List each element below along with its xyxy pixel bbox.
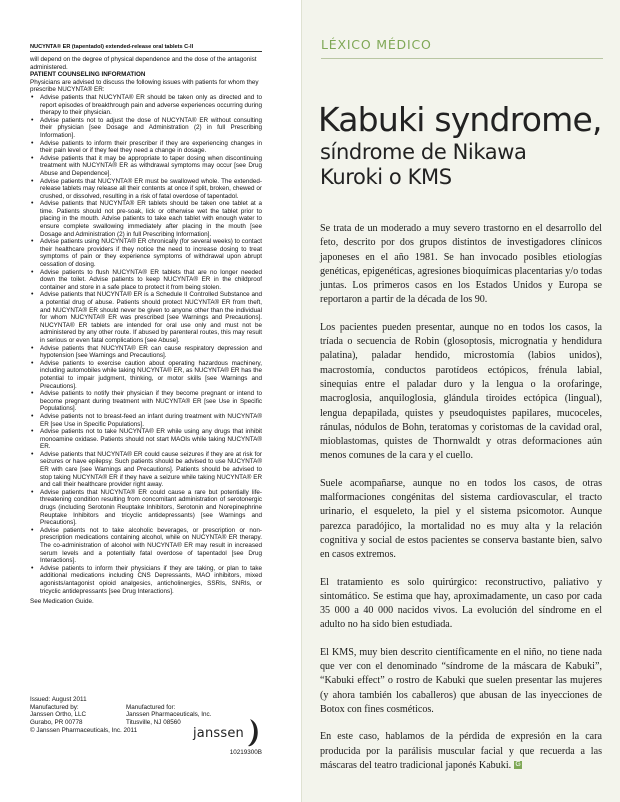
pi-bullet-item: • Advise patients not to breast-feed an infant during treatment with NUCYNTA® ER [see Use in Specific Populations].	[40, 413, 262, 428]
article-body	[320, 222, 602, 786]
article-title: Kabuki syndrome,	[318, 100, 602, 139]
pi-issued: Issued: August 2011	[30, 696, 87, 703]
manufactured-for-label: Manufactured for:	[126, 703, 176, 711]
article-paragraph-text: En este caso, hablamos de la pérdida de expresión en la cara producida por la parálisis muscular facial y que recuerda a las máscaras del teatro tradicional japonés Kabuki.	[320, 731, 602, 771]
subtitle-line: síndrome de Nikawa	[320, 140, 527, 164]
pi-header: NUCYNTA® ER (tapentadol) extended-release oral tablets C-II	[30, 44, 262, 52]
pi-bullet-item: • Advise patients that NUCYNTA® ER tablets should be taken one tablet at a time. Patients should not pre-soak, lick or otherwise wet the tablet prior to placing in the mouth. Advise patients to take each tablet with enough water to ensure complete swallowing immediately after placing in the mouth [see Dosage and Administration (2) in full Prescribing Information].	[40, 200, 262, 238]
pi-bullet-item: • Advise patients to flush NUCYNTA® ER tablets that are no longer needed down the toilet. Advise patients to keep NUCYNTA® ER in the childproof container and store in a safe place to protect it from being stolen.	[40, 269, 262, 292]
kicker-divider	[321, 58, 603, 59]
pi-intro: will depend on the degree of physical dependence and the dose of the antagonist administered.	[30, 56, 257, 71]
manufactured-by-line: Gurabo, PR 00778	[30, 718, 83, 726]
pi-bullet-item: • Advise patients that NUCYNTA® ER could cause a rare but potentially life-threatening condition resulting from concomitant administration of serotonergic drugs (including Serotonin Reuptake Inhibitors, Serotonin and Norepinephrine Reuptake Inhibitors and tricyclic antidepressants) [see Warnings and Precautions].	[40, 489, 262, 527]
article-paragraph: Se trata de un moderado a muy severo trastorno en el desarrollo del feto, descrito por dos grupos distintos de investigadores clínicos japoneses en el año 1981. Se han invocado posibles etiologías genéticas, epigenéticas, agresiones bioquímicas placentarias y/o todas juntas. Los primeros casos en los Estados Unidos y Europa se reportaron a partir de la década de los 90.	[320, 223, 602, 306]
article-paragraph: Los pacientes pueden presentar, aunque no en todos los casos, la tríada o secuencia de Robin (glosoptosis, micrognatia y hendidura palatina), paladar hendido, microstomía (labios unidos), macrostomía, conductos parotídeos ectópicos, frénula labial, sinequias entre el paladar duro y la lengua o la orofaringe, macroglosia, anquiloglosia, glándula tiroides ectópica (lingual), lengua depapilada, quistes y pseudoquistes papilares, mucoceles, ránulas, nódulos de Bohn, teratomas y coristomas de la cavidad oral, mioblastomas, quistes de Thornwaldt y otras deformaciones aún menos comunes de la cara y el cuello.	[320, 321, 602, 462]
manufactured-for-line: Janssen Pharmaceuticals, Inc.	[126, 711, 212, 718]
article-subtitle	[320, 140, 610, 190]
pi-bullet-list	[30, 94, 262, 595]
pi-bullet-item: • Advise patients not to take alcoholic beverages, or prescription or non-prescription medications containing alcohol, while on NUCYNTA® ER therapy. The co-administration of alcohol with NUCYNTA® ER may result in increased serum levels and a potentially fatal overdose of tapentadol [see Drug Interactions].	[40, 527, 262, 565]
pi-bullet-item: • Advise patients to inform their physicians if they are taking, or plan to take additional medications including CNS Depressants, MAO inhibitors, mixed agonists/antagonist opioid analgesics, anticholinergics, SSRIs, SNRIs, or tricyclic antidepressants [see Drug Interactions].	[40, 565, 262, 595]
pi-section-title: PATIENT COUNSELING INFORMATION	[30, 71, 146, 79]
pi-bullet-item: • Advise patients that NUCYNTA® ER is a Schedule II Controlled Substance and a potential drug of abuse. Patients should protect NUCYNTA® ER from theft, and NUCYNTA® ER should never be given to anyone other than the individual for whom NUCYNTA® ER was prescribed [see Warnings and Precautions]. NUCYNTA® ER tablets are intended for oral use only and must not be administered by any other route. If abused by parenteral routes, this may result in serious or even fatal complications [see Abuse].	[40, 291, 262, 344]
manufactured-by-line: Janssen Ortho, LLC	[30, 711, 87, 718]
article-paragraph-last	[320, 730, 602, 773]
manufactured-for-line: Titusville, NJ 08560	[126, 718, 181, 726]
janssen-logo-text: janssen	[193, 725, 245, 741]
article-paragraph: Suele acompañarse, aunque no en todos los casos, de otras malformaciones congénitas del sistema cardiovascular, el tracto urinario, el esqueleto, la piel y el sistema psicomotor. Aunque parezca paradójico, la mortalidad no es muy alta y la relación cognitiva y social de estos pacientes se conserva bastante bien, salvo en casos extremos.	[320, 477, 602, 561]
article-paragraph: El tratamiento es solo quirúrgico: reconstructivo, paliativo y sintomático. Se estima que hay, aproximadamente, un caso por cada 35 000 a 40 000 nacidos vivos. La evolución del síndrome en el adulto no ha sido bien estudiada.	[320, 576, 602, 631]
manufactured-by-label: Manufactured by:	[30, 703, 79, 711]
prescribing-info-page	[0, 0, 301, 802]
pi-bullet-item: • Advise patients not to take NUCYNTA® ER while using any drugs that inhibit monoamine oxidase. Patients should not start MAOIs while taking NUCYNTA® ER.	[40, 428, 262, 451]
pi-bullet-item: • Advise patients not to adjust the dose of NUCYNTA® ER without consulting their physician [see Dosage and Administration (2) in full Prescribing Information].	[40, 117, 262, 140]
pi-bullet-item: • Advise patients to inform their prescriber if they are experiencing changes in their pain level or if they feel they need a change in dosage.	[40, 140, 262, 155]
section-kicker: LÉXICO MÉDICO	[321, 37, 432, 52]
pi-bullet-item: • Advise patients that NUCYNTA® ER must be swallowed whole. The extended-release tablets may release all their contents at once if split, broken, chewed or crushed, or dissolved, resulting in a risk of fatal overdose of tapentadol.	[40, 178, 262, 201]
pi-bullet-item: • Advise patients to exercise caution about operating hazardous machinery, including automobiles while taking NUCYNTA® ER, as NUCYNTA® ER has the potential to impair judgment, thinking, or motor skills [see Warnings and Precautions].	[40, 360, 262, 390]
pi-lead: Physicians are advised to discuss the following issues with patients for whom they prescribe NUCYNTA® ER:	[30, 78, 259, 94]
pi-bullet-item: • Advise patients that it may be appropriate to taper dosing when discontinuing treatment with NUCYNTA® ER as withdrawal symptoms may occur [see Drug Abuse and Dependence].	[40, 155, 262, 178]
pi-body	[30, 56, 262, 606]
subtitle-line: Kuroki o KMS	[320, 165, 452, 189]
pi-copyright: © Janssen Pharmaceuticals, Inc. 2011	[30, 727, 138, 734]
pi-see-guide: See Medication Guide.	[30, 598, 94, 606]
end-mark-icon: G	[515, 761, 521, 769]
janssen-logo	[193, 718, 263, 748]
pi-bullet-item: • Advise patients that NUCYNTA® ER should be taken only as directed and to report episodes of breakthrough pain and adverse experiences occurring during therapy to their physician.	[40, 94, 262, 117]
pi-bullet-item: • Advise patients that NUCYNTA® ER could cause seizures if they are at risk for seizures or have epilepsy. Such patients should be advised to use NUCYNTA® ER with care [see Warnings and Precautions]. Patients should be advised to stop taking NUCYNTA® ER if they have a seizure while taking NUCYNTA® ER and call their healthcare provider right away.	[40, 451, 262, 489]
pi-bullet-item: • Advise patients using NUCYNTA® ER chronically (for several weeks) to contact their healthcare providers if they notice the need to increase dosing to treat symptoms of pain or they experience symptoms of withdrawal upon abrupt cessation of dosing.	[40, 238, 262, 268]
pi-bullet-item: • Advise patients to notify their physician if they become pregnant or intend to become pregnant during treatment with NUCYNTA® ER [see Use in Specific Populations].	[40, 390, 262, 413]
pi-bullet-item: • Advise patients that NUCYNTA® ER can cause respiratory depression and hypotension [see Warnings and Precautions].	[40, 345, 262, 360]
pi-code: 10219300B	[229, 749, 262, 756]
janssen-swoosh-icon	[247, 718, 263, 748]
article-paragraph: El KMS, muy bien descrito científicamente en el niño, no tiene nada que ver con el denominado “síndrome de la máscara de Kabuki”, “Kabuki effect” o rostro de Kabuki que suelen presentar las mujeres (y ahora también los caballeros) que abusan de las inyecciones de Botox con fines cosméticos.	[320, 646, 602, 715]
